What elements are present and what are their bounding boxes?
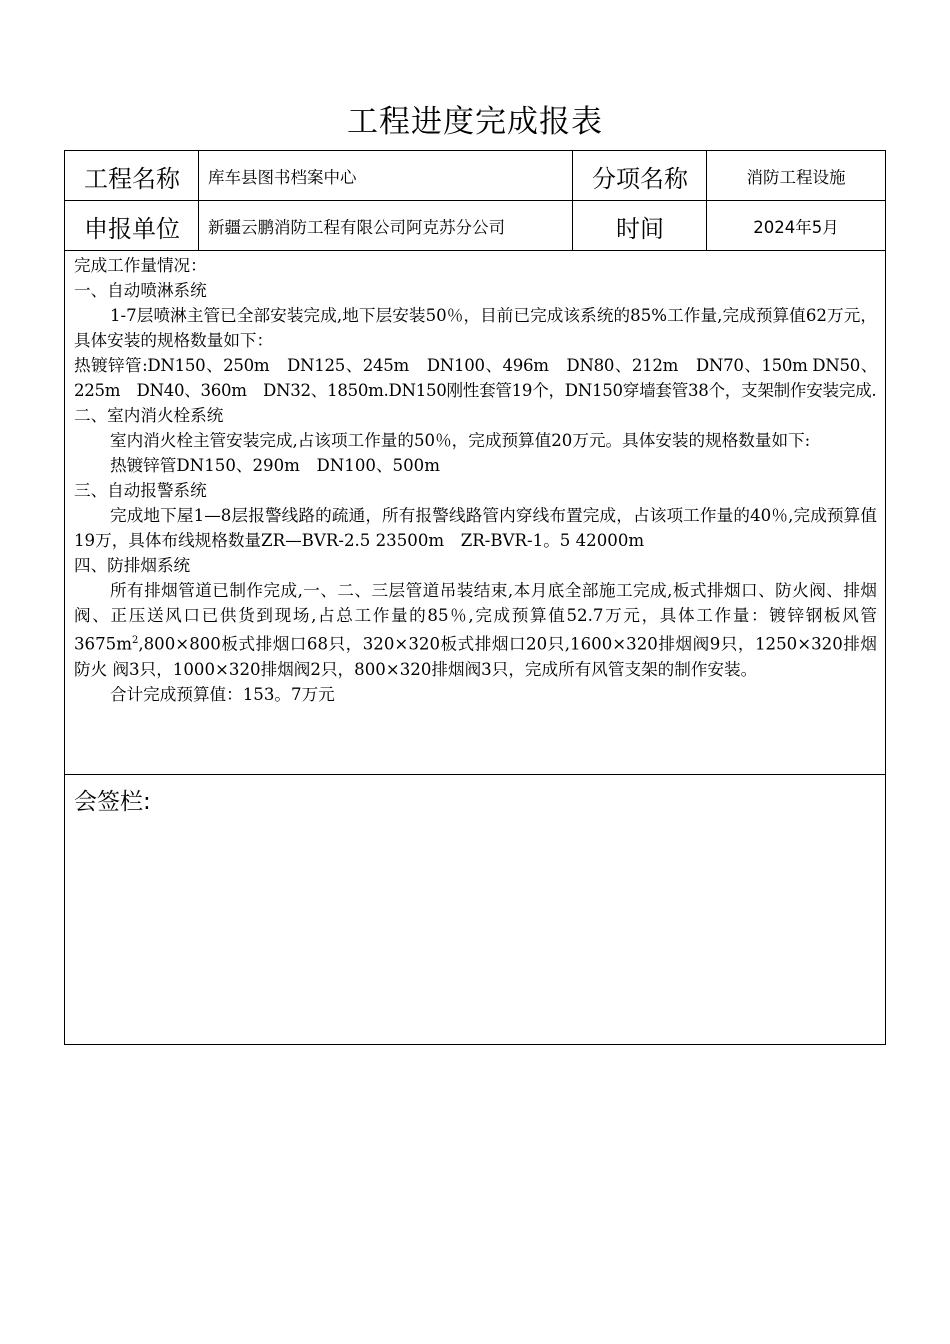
- item-name-value: 消防工程设施: [746, 168, 846, 187]
- reporting-unit-label: 申报单位: [84, 214, 180, 243]
- smoke-summary-part-a: 所有排烟管道已制作完成,一、二、三层管道吊装结束,本月底全部施工完成,板式排烟口、防火阀、排烟阀、正压送风口已供货到现场,占总工作量的85％,完成预算值52.7万元，具体工作量：镀锌钢板风管3675m: [74, 581, 877, 654]
- column-divider: [706, 151, 707, 251]
- row-divider: [65, 774, 885, 775]
- row-divider: [65, 200, 885, 201]
- section-hydrant-title: 二、室内消火栓系统: [74, 406, 224, 425]
- intro-line: 完成工作量情况：: [74, 256, 207, 275]
- signature-label: 会签栏:: [74, 789, 151, 815]
- project-name-value: 库车县图书档案中心: [208, 168, 357, 187]
- section-hydrant-specs: 热镀锌管DN150、290m DN100、500m: [110, 456, 440, 475]
- page-title: 工程进度完成报表: [347, 104, 603, 140]
- smoke-summary-part-b: ,800×800板式排烟口68只，320×320板式排烟口20只,1600×320排烟阀9只，1250×320排烟防火 阀3只，1000×320排烟阀2只，800×320排烟阀3只，完成所有风管支架的制作安装。: [74, 634, 877, 679]
- column-divider: [198, 151, 199, 251]
- section-sprinkler-summary: 1-7层喷淋主管已全部安装完成,地下层安装50％，目前已完成该系统的85%工作量,完成预算值62万元，具体安装的规格数量如下：: [74, 306, 877, 350]
- section-sprinkler-title: 一、自动喷淋系统: [74, 281, 207, 300]
- reporting-unit-value: 新疆云鹏消防工程有限公司阿克苏分公司: [208, 218, 505, 237]
- section-alarm-title: 三、自动报警系统: [74, 481, 207, 500]
- section-smoke-summary: [74, 578, 877, 682]
- work-summary: [74, 253, 877, 707]
- square-superscript: 2: [131, 635, 139, 646]
- report-table: [64, 150, 886, 1045]
- time-value: 2024年5月: [753, 218, 839, 237]
- total-budget: 合计完成预算值：153。7万元: [110, 684, 335, 704]
- column-divider: [572, 151, 573, 251]
- time-label: 时间: [616, 214, 664, 243]
- section-smoke-title: 四、防排烟系统: [74, 556, 191, 575]
- section-sprinkler-specs: 热镀锌管:DN150、250m DN125、245m DN100、496m DN80、212m DN70、150m DN50、225m DN40、360m DN32、1850m.DN150刚性套管19个，DN150穿墙套管38个，支架制作安装完成.: [74, 356, 877, 400]
- row-divider: [65, 250, 885, 251]
- section-hydrant-summary: 室内消火栓主管安装完成,占该项工作量的50％，完成预算值20万元。具体安装的规格数量如下:: [110, 431, 811, 450]
- project-name-label: 工程名称: [84, 164, 180, 193]
- section-alarm-summary: 完成地下屋1—8层报警线路的疏通，所有报警线路管内穿线布置完成，占该项工作量的40％,完成预算值19万，具体布线规格数量ZR—BVR-2.5 23500m ZR-BVR-1。5 42000m: [74, 506, 877, 550]
- item-name-label: 分项名称: [592, 164, 688, 193]
